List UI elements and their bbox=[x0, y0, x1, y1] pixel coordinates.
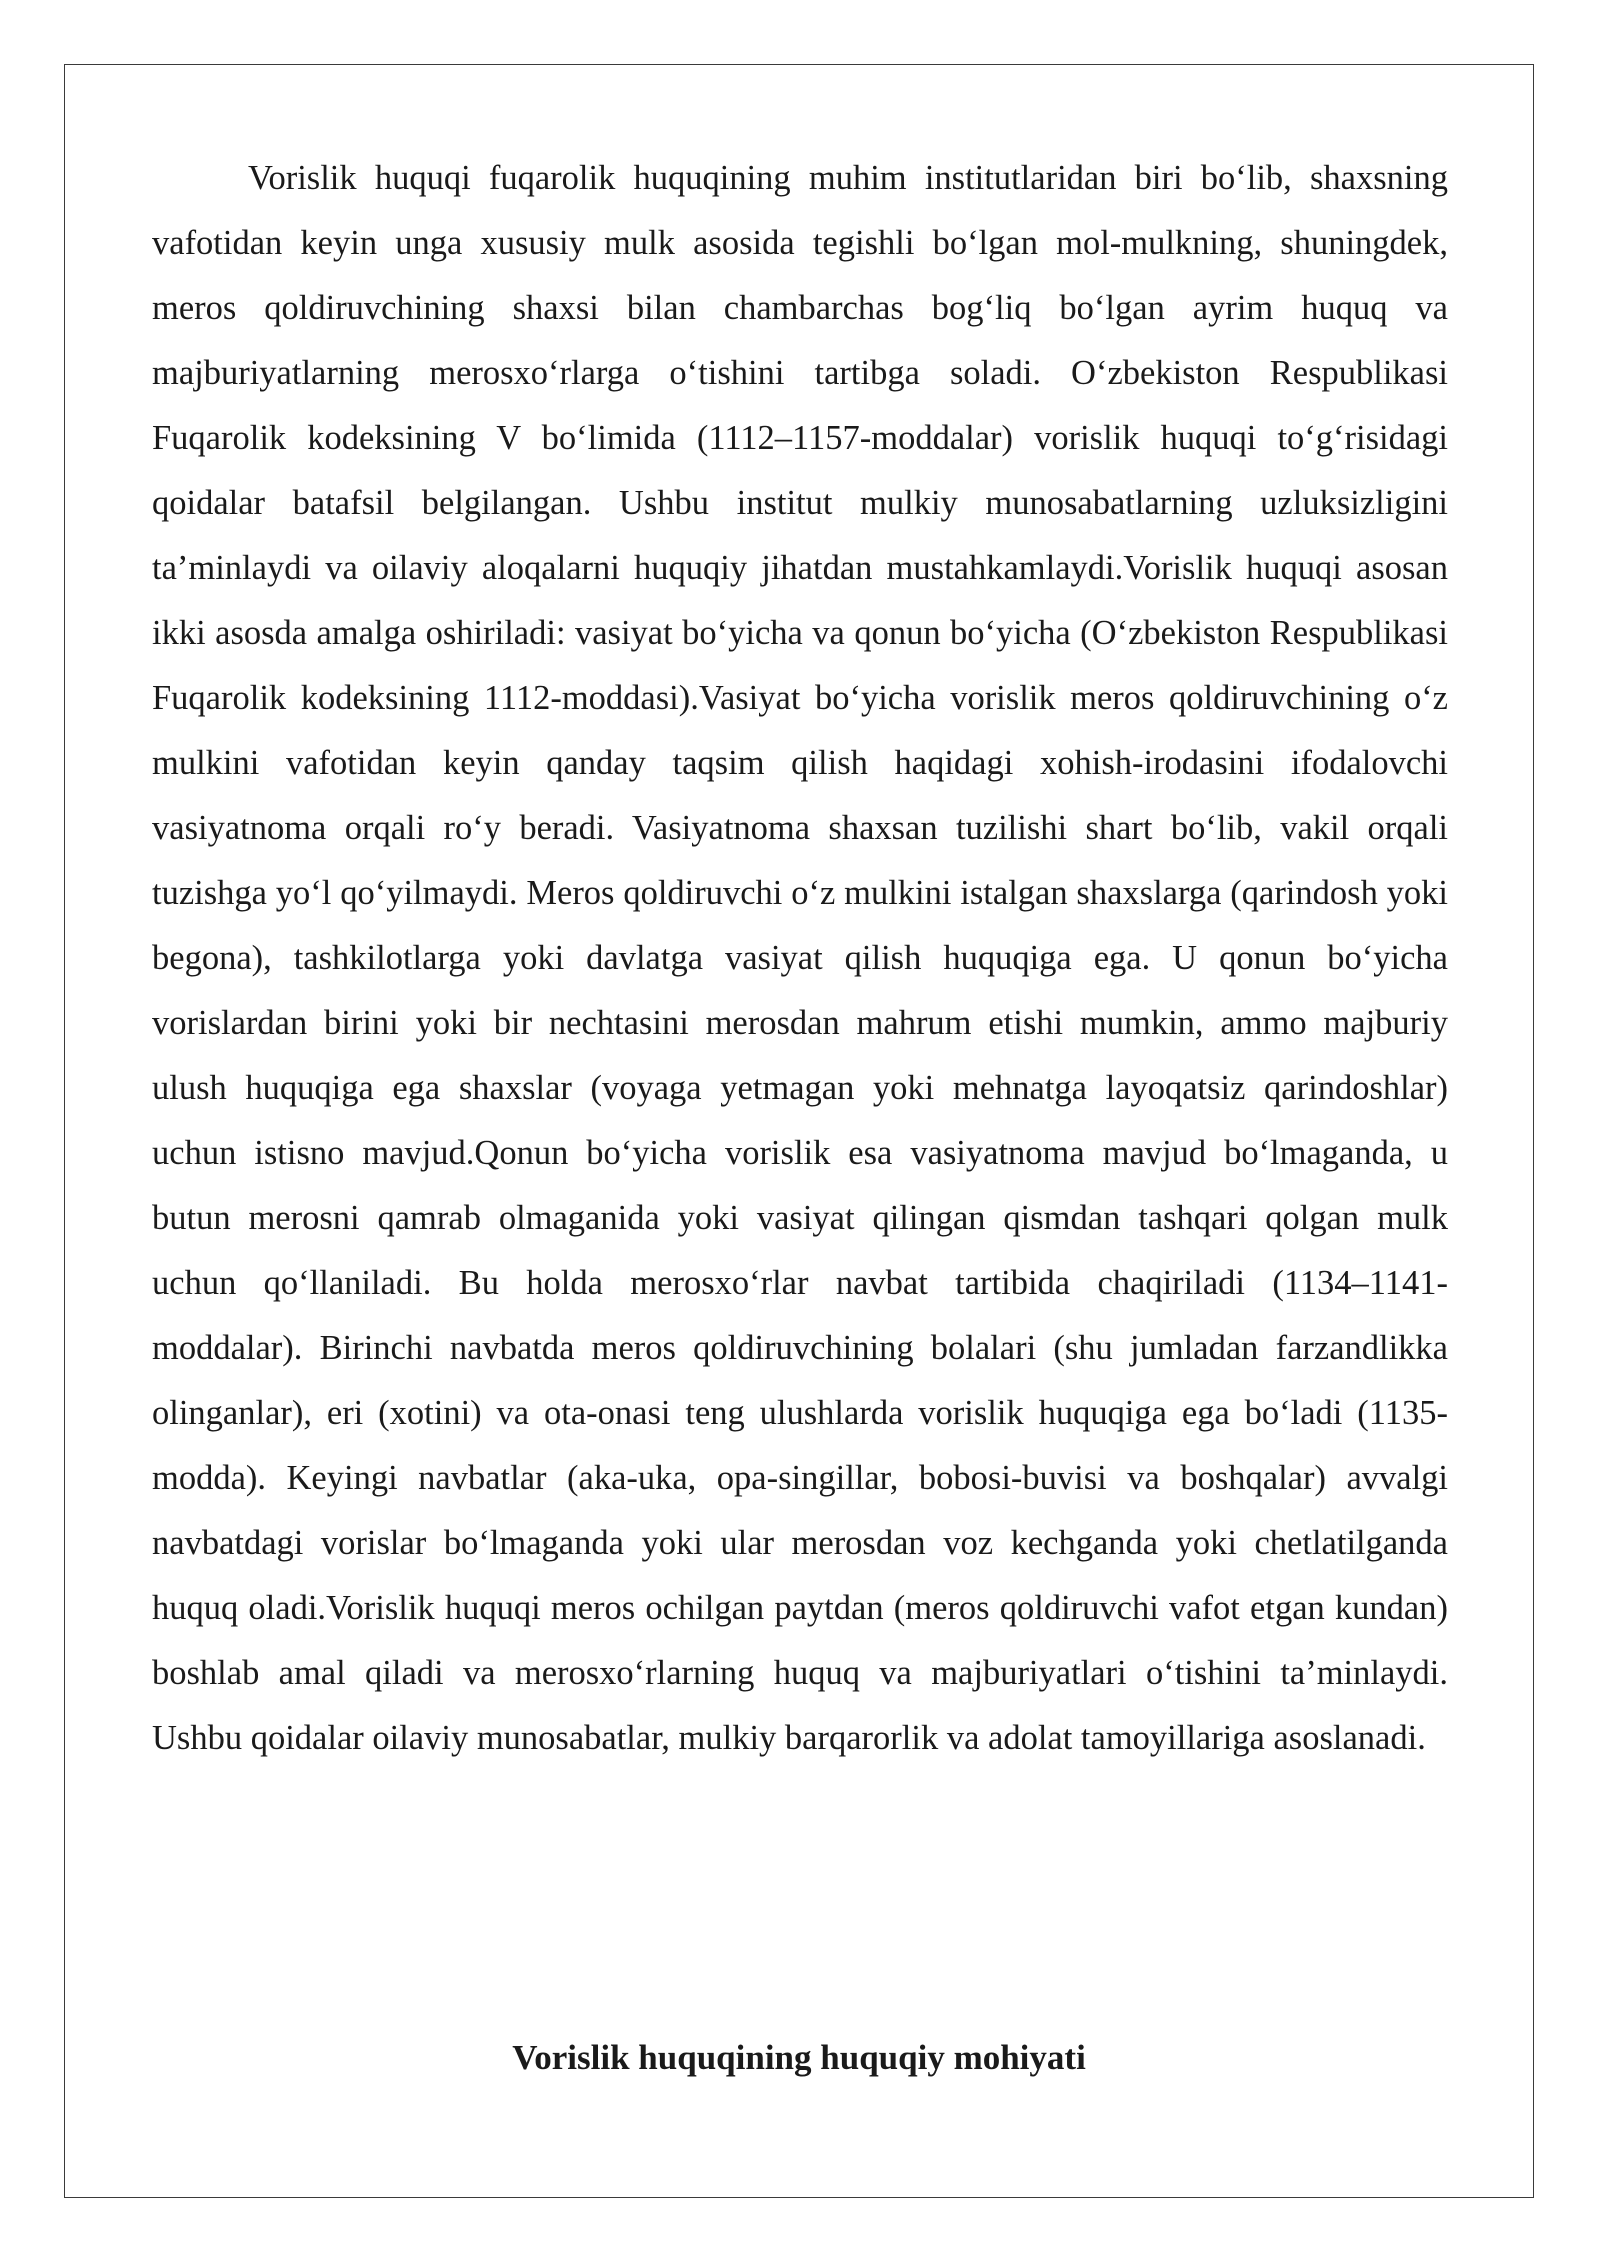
section-heading: Vorislik huquqining huquqiy mohiyati bbox=[512, 2038, 1086, 2077]
body-paragraph: Vorislik huquqi fuqarolik huquqining muhim institutlaridan biri bo‘lib, shaxsning vafotidan keyin unga xususiy mulk asosida tegishli bo‘lgan mol-mulkning, shuningdek, meros qoldiruvchining shaxsi bilan chambarchas bog‘liq bo‘lgan ayrim huquq va majburiyatlarning merosxo‘rlarga o‘tishini tartibga soladi. O‘zbekiston Respublikasi Fuqarolik kodeksining V bo‘limida (1112–1157-moddalar) vorislik huquqi to‘g‘risidagi qoidalar batafsil belgilangan. Ushbu institut mulkiy munosabatlarning uzluksizligini ta’minlaydi va oilaviy aloqalarni huquqiy jihatdan mustahkamlaydi.Vorislik huquqi asosan ikki asosda amalga oshiriladi: vasiyat bo‘yicha va qonun bo‘yicha (O‘zbekiston Respublikasi Fuqarolik kodeksining 1112-moddasi).Vasiyat bo‘yicha vorislik meros qoldiruvchining o‘z mulkini vafotidan keyin qanday taqsim qilish haqidagi xohish-irodasini ifodalovchi vasiyatnoma orqali ro‘y beradi. Vasiyatnoma shaxsan tuzilishi shart bo‘lib, vakil orqali tuzishga yo‘l qo‘yilmaydi. Meros qoldiruvchi o‘z mulkini istalgan shaxslarga (qarindosh yoki begona), tashkilotlarga yoki davlatga vasiyat qilish huquqiga ega. U qonun bo‘yicha vorislardan birini yoki bir nechtasini merosdan mahrum etishi mumkin, ammo majburiy ulush huquqiga ega shaxslar (voyaga yetmagan yoki mehnatga layoqatsiz qarindoshlar) uchun istisno mavjud.Qonun bo‘yicha vorislik esa vasiyatnoma mavjud bo‘lmaganda, u butun merosni qamrab olmaganida yoki vasiyat qilingan qismdan tashqari qolgan mulk uchun qo‘llaniladi. Bu holda merosxo‘rlar navbat tartibida chaqiriladi (1134–1141-moddalar). Birinchi navbatda meros qoldiruvchining bolalari (shu jumladan farzandlikka olinganlar), eri (xotini) va ota-onasi teng ulushlarda vorislik huquqiga ega bo‘ladi (1135-modda). Keyingi navbatlar (aka-uka, opa-singillar, bobosi-buvisi va boshqalar) avvalgi navbatdagi vorislar bo‘lmaganda yoki ular merosdan voz kechganda yoki chetlatilganda huquq oladi.Vorislik huquqi meros ochilgan paytdan (meros qoldiruvchi vafot etgan kundan) boshlab amal qiladi va merosxo‘rlarning huquq va majburiyatlari o‘tishini ta’minlaydi. Ushbu qoidalar oilaviy munosabatlar, mulkiy barqarorlik va adolat tamoyillariga asoslanadi. bbox=[152, 159, 1448, 1757]
